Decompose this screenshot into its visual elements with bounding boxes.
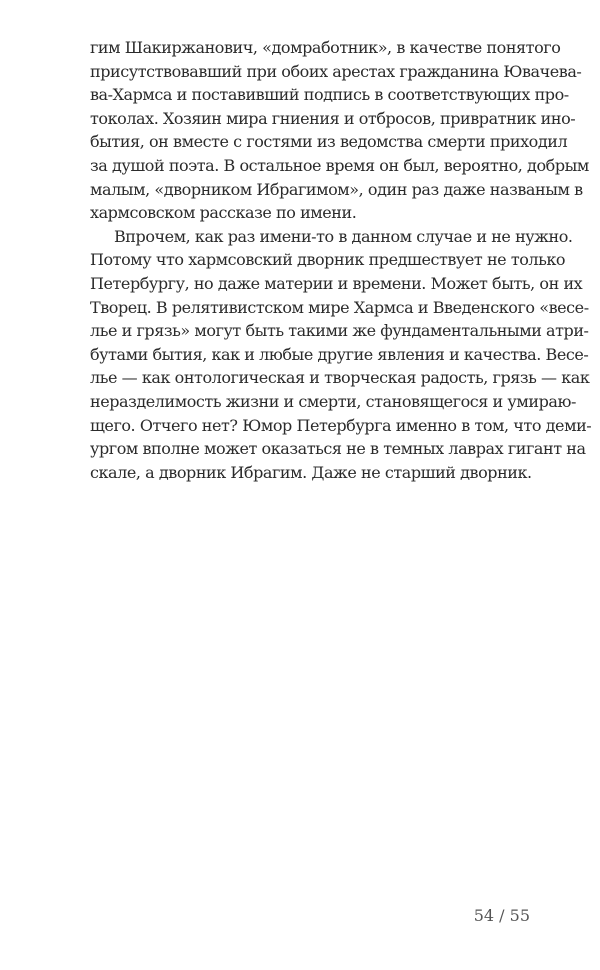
text-line: неразделимость жизни и смерти, становящегося и умираю- (90, 391, 576, 411)
text-line: токолах. Хозяин мира гниения и отбросов, привратник ино- (90, 108, 576, 128)
text-line: скале, а дворник Ибрагим. Даже не старший дворник. (90, 462, 532, 482)
text-line: бытия, он вместе с гостями из ведомства смерти приходил (90, 132, 568, 152)
text-line: щего. Отчего нет? Юмор Петербурга именно в том, что деми- (90, 415, 592, 435)
text-line: гим Шакиржанович, «домработник», в качестве понятого (90, 38, 561, 57)
text-line: Петербургу, но даже материи и времени. Может быть, он их (90, 273, 583, 293)
text-line: лье и грязь» могут быть такими же фундаментальными атри- (90, 321, 589, 341)
text-line: Впрочем, как раз имени-то в данном случае и не нужно. (114, 226, 573, 246)
page-number: 54 / 55 (473, 906, 530, 925)
text-line: Творец. В релятивистском мире Хармса и Введенского «весе- (90, 297, 589, 317)
text-line: за душой поэта. В остальное время он был, вероятно, добрым (90, 155, 589, 175)
text-line: бутами бытия, как и любые другие явления и качества. Весе- (90, 344, 589, 364)
text-line: присутствовавший при обоих арестах гражданина Ювачева- (90, 61, 582, 81)
text-line: ургом вполне может оказаться не в темных лаврах гигант на (90, 439, 586, 459)
paragraph-1 (90, 36, 589, 225)
text-line: лье — как онтологическая и творческая радость, грязь — как (90, 368, 590, 388)
text-line: хармсовском рассказе по имени. (90, 203, 357, 223)
text-line: малым, «дворником Ибрагимом», один раз даже названым в (90, 179, 583, 199)
text-body (90, 36, 592, 484)
paragraph-2 (90, 225, 592, 485)
text-line: Потому что хармсовский дворник предшествует не только (90, 250, 566, 270)
text-line: ва-Хармса и поставивший подпись в соответствующих про- (90, 85, 569, 105)
